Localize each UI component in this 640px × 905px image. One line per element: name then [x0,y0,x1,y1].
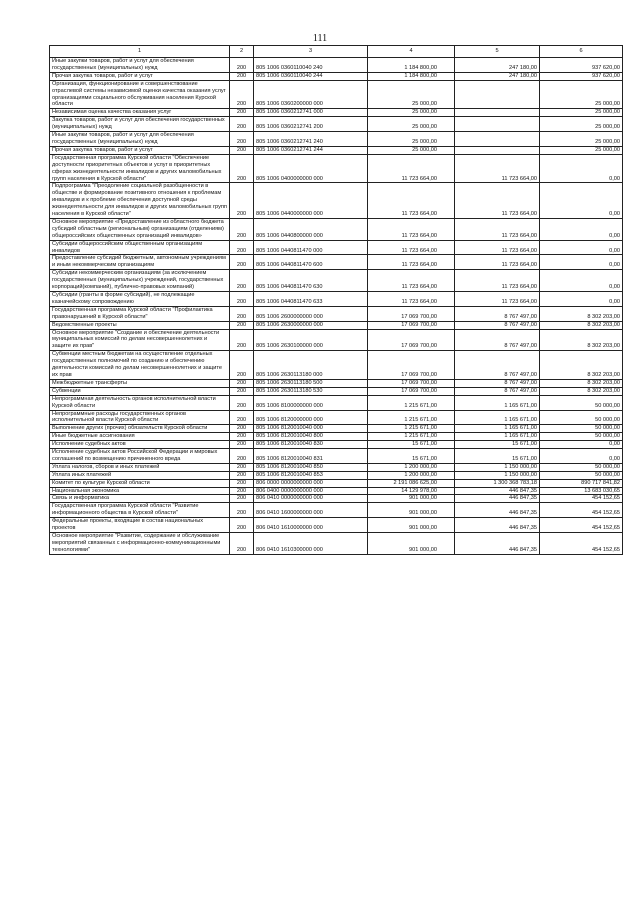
line-code-cell: 200 [230,218,254,240]
table-row [50,379,623,387]
executed-amount-cell: 446 847,35 [455,495,540,503]
budget-code-cell: 806 0410 1610300000 000 [254,533,368,555]
line-code-cell: 200 [230,425,254,433]
approved-amount-cell: 901 000,00 [368,503,455,518]
line-code-cell: 200 [230,449,254,464]
line-code-cell: 200 [230,329,254,351]
approved-amount-cell: 11 723 664,00 [368,270,455,292]
unexecuted-amount-cell: 0,00 [540,218,623,240]
row-name-cell: Субсидии общероссийским общественным организациям инвалидов [50,240,230,255]
column-header-approved: 4 [368,46,455,58]
budget-code-cell: 806 0400 0000000000 000 [254,487,368,495]
row-name-cell: Субвенции [50,387,230,395]
executed-amount-cell: 446 847,35 [455,518,540,533]
table-row [50,72,623,80]
table-row [50,471,623,479]
unexecuted-amount-cell: 50 000,00 [540,433,623,441]
budget-code-cell: 806 0000 0000000000 000 [254,479,368,487]
unexecuted-amount-cell: 0,00 [540,292,623,307]
approved-amount-cell: 17 069 700,00 [368,387,455,395]
page-number: 111 [312,33,328,44]
row-name-cell: Национальная экономика [50,487,230,495]
approved-amount-cell: 901 000,00 [368,518,455,533]
unexecuted-amount-cell: 454 152,65 [540,503,623,518]
executed-amount-cell: 1 165 671,00 [455,425,540,433]
row-name-cell: Иные закупки товаров, работ и услуг для обеспечения государственных (муниципальных) нужд [50,58,230,73]
approved-amount-cell: 25 000,00 [368,146,455,154]
line-code-cell: 200 [230,410,254,425]
row-name-cell: Государственная программа Курской области "Профилактика правонарушений в Курской области" [50,306,230,321]
budget-code-cell: 805 1006 0360110040 240 [254,58,368,73]
approved-amount-cell: 25 000,00 [368,80,455,109]
budget-code-cell: 805 1006 0360110040 244 [254,72,368,80]
line-code-cell: 200 [230,463,254,471]
approved-amount-cell: 11 723 664,00 [368,183,455,219]
table-row [50,117,623,132]
table-row [50,321,623,329]
approved-amount-cell: 1 184 800,00 [368,58,455,73]
table-row [50,449,623,464]
line-code-cell: 200 [230,270,254,292]
table-row [50,218,623,240]
table-row [50,495,623,503]
row-name-cell: Основное мероприятие "Создание и обеспечение деятельности муниципальных комиссий по делам несовершеннолетних и защите их прав" [50,329,230,351]
table-row [50,487,623,495]
executed-amount-cell: 1 150 000,00 [455,463,540,471]
executed-amount-cell: 1 165 671,00 [455,433,540,441]
line-code-cell: 200 [230,132,254,147]
executed-amount-cell: 8 767 497,00 [455,329,540,351]
budget-code-cell: 805 1006 0360200000 000 [254,80,368,109]
approved-amount-cell: 25 000,00 [368,117,455,132]
unexecuted-amount-cell: 0,00 [540,270,623,292]
approved-amount-cell: 1 184 800,00 [368,72,455,80]
table-row [50,518,623,533]
unexecuted-amount-cell: 8 302 203,00 [540,387,623,395]
budget-code-cell: 805 1006 0360212741 200 [254,117,368,132]
approved-amount-cell: 1 215 671,00 [368,395,455,410]
budget-code-cell: 805 1006 0360212741 240 [254,132,368,147]
budget-code-cell: 805 1006 0440811470 630 [254,270,368,292]
unexecuted-amount-cell: 25 000,00 [540,80,623,109]
row-name-cell: Субсидии некоммерческим организациям (за исключением государственных (муниципальных) учреждений, государственных корпораций(компаний), публично-правовых компаний) [50,270,230,292]
row-name-cell: Непрограммные расходы государственных органов исполнительной власти Курской области [50,410,230,425]
row-name-cell: Ведомственные проекты [50,321,230,329]
line-code-cell: 200 [230,183,254,219]
line-code-cell: 200 [230,487,254,495]
executed-amount-cell: 11 723 664,00 [455,183,540,219]
table-row [50,351,623,380]
table-row [50,387,623,395]
executed-amount-cell [455,117,540,132]
approved-amount-cell: 17 069 700,00 [368,321,455,329]
unexecuted-amount-cell: 8 302 203,00 [540,379,623,387]
unexecuted-amount-cell: 50 000,00 [540,425,623,433]
row-name-cell: Государственная программа Курской области "Развитие информационного общества в Курской области" [50,503,230,518]
executed-amount-cell: 11 723 664,00 [455,154,540,183]
row-name-cell: Связь и информатика [50,495,230,503]
approved-amount-cell: 11 723 664,00 [368,154,455,183]
executed-amount-cell: 8 767 497,00 [455,321,540,329]
approved-amount-cell: 11 723 664,00 [368,218,455,240]
approved-amount-cell: 17 069 700,00 [368,351,455,380]
table-row [50,292,623,307]
unexecuted-amount-cell: 8 302 203,00 [540,321,623,329]
table-row [50,410,623,425]
executed-amount-cell: 8 767 497,00 [455,387,540,395]
unexecuted-amount-cell: 8 302 203,00 [540,329,623,351]
table-row [50,270,623,292]
column-header-budget-code: 3 [254,46,368,58]
executed-amount-cell [455,146,540,154]
approved-amount-cell: 15 671,00 [368,441,455,449]
executed-amount-cell: 8 767 497,00 [455,306,540,321]
unexecuted-amount-cell: 0,00 [540,441,623,449]
line-code-cell: 200 [230,441,254,449]
budget-code-cell: 805 1006 8120010040 831 [254,449,368,464]
line-code-cell: 200 [230,154,254,183]
unexecuted-amount-cell: 13 683 030,65 [540,487,623,495]
row-name-cell: Непрограммная деятельность органов исполнительной власти Курской области [50,395,230,410]
executed-amount-cell: 15 671,00 [455,441,540,449]
budget-code-cell: 805 1006 0440800000 000 [254,218,368,240]
budget-code-cell: 805 1006 2600000000 000 [254,306,368,321]
row-name-cell: Уплата налогов, сборов и иных платежей [50,463,230,471]
executed-amount-cell: 11 723 664,00 [455,218,540,240]
approved-amount-cell: 11 723 664,00 [368,255,455,270]
executed-amount-cell: 11 723 664,00 [455,240,540,255]
approved-amount-cell: 1 215 671,00 [368,433,455,441]
budget-code-cell: 805 1006 8120000000 000 [254,410,368,425]
unexecuted-amount-cell: 25 000,00 [540,117,623,132]
budget-code-cell: 805 1006 2630113180 530 [254,387,368,395]
budget-code-cell: 805 1006 2630000000 000 [254,321,368,329]
approved-amount-cell: 901 000,00 [368,495,455,503]
unexecuted-amount-cell: 25 000,00 [540,132,623,147]
approved-amount-cell: 17 069 700,00 [368,329,455,351]
executed-amount-cell: 11 723 664,00 [455,270,540,292]
line-code-cell: 200 [230,433,254,441]
unexecuted-amount-cell: 0,00 [540,154,623,183]
table-row [50,479,623,487]
line-code-cell: 200 [230,503,254,518]
budget-code-cell: 805 1006 8120010040 800 [254,433,368,441]
budget-code-cell: 805 1006 8120010040 850 [254,463,368,471]
row-name-cell: Исполнение судебных актов Российской Федерации и мировых соглашений по возмещению причиненного вреда [50,449,230,464]
approved-amount-cell: 25 000,00 [368,132,455,147]
approved-amount-cell: 15 671,00 [368,449,455,464]
table-row [50,132,623,147]
row-name-cell: Уплата иных платежей [50,471,230,479]
line-code-cell: 200 [230,321,254,329]
row-name-cell: Основное мероприятие "Развитие, содержание и обслуживание мероприятий связанных с информационно-коммуникационными технологиями" [50,533,230,555]
executed-amount-cell: 11 723 664,00 [455,292,540,307]
table-row [50,433,623,441]
row-name-cell: Комитет по культуре Курской области [50,479,230,487]
executed-amount-cell: 247 180,00 [455,72,540,80]
budget-code-cell: 805 1006 0440811470 600 [254,255,368,270]
column-header-unexecuted: 6 [540,46,623,58]
approved-amount-cell: 11 723 664,00 [368,292,455,307]
executed-amount-cell [455,132,540,147]
budget-code-cell: 805 1006 2630113180 500 [254,379,368,387]
row-name-cell: Независимая оценка качества оказания услуг [50,109,230,117]
table-row [50,109,623,117]
executed-amount-cell: 247 180,00 [455,58,540,73]
executed-amount-cell: 1 165 671,00 [455,410,540,425]
budget-code-cell: 805 1006 0360212741 000 [254,109,368,117]
line-code-cell: 200 [230,518,254,533]
executed-amount-cell [455,80,540,109]
budget-code-cell: 806 0410 1600000000 000 [254,503,368,518]
budget-code-cell: 805 1006 0400000000 000 [254,154,368,183]
row-name-cell: Предоставление субсидий бюджетным, автономным учреждениям и иным некоммерческим организациям [50,255,230,270]
row-name-cell: Подпрограмма "Преодоление социальной разобщенности в обществе и формирование позитивного отношения к проблемам инвалидов и к проблеме обеспечения доступной среды жизнедеятельности для инвалидов и других маломобильных групп населения в Курской области" [50,183,230,219]
row-name-cell: Субсидии (гранты в форме субсидий), не подлежащие казначейскому сопровождению [50,292,230,307]
table-row [50,255,623,270]
unexecuted-amount-cell: 8 302 203,00 [540,351,623,380]
column-header-line-code: 2 [230,46,254,58]
executed-amount-cell: 1 165 671,00 [455,395,540,410]
row-name-cell: Субвенции местным бюджетам на осуществление отдельных государственных полномочий по созданию и обеспечению деятельности комиссий по делам несовершеннолетних и защите их прав [50,351,230,380]
line-code-cell: 200 [230,395,254,410]
unexecuted-amount-cell: 0,00 [540,240,623,255]
line-code-cell: 200 [230,72,254,80]
row-name-cell: Иные бюджетные ассигнования [50,433,230,441]
unexecuted-amount-cell: 50 000,00 [540,395,623,410]
executed-amount-cell: 8 767 497,00 [455,379,540,387]
budget-code-cell: 805 1006 0440000000 000 [254,183,368,219]
row-name-cell: Закупка товаров, работ и услуг для обеспечения государственных (муниципальных) нужд [50,117,230,132]
unexecuted-amount-cell: 50 000,00 [540,471,623,479]
line-code-cell: 200 [230,471,254,479]
row-name-cell: Выполнение других (прочих) обязательств Курской области [50,425,230,433]
line-code-cell: 200 [230,117,254,132]
unexecuted-amount-cell: 937 620,00 [540,58,623,73]
table-row [50,463,623,471]
row-name-cell: Иные закупки товаров, работ и услуг для обеспечения государственных (муниципальных) нужд [50,132,230,147]
line-code-cell: 200 [230,146,254,154]
approved-amount-cell: 17 069 700,00 [368,379,455,387]
table-row [50,58,623,73]
budget-execution-table [49,45,623,555]
approved-amount-cell: 901 000,00 [368,533,455,555]
column-header-name: 1 [50,46,230,58]
approved-amount-cell: 17 069 700,00 [368,306,455,321]
line-code-cell: 200 [230,306,254,321]
budget-code-cell: 805 1006 8120010040 000 [254,425,368,433]
table-row [50,425,623,433]
unexecuted-amount-cell: 0,00 [540,255,623,270]
table-row [50,533,623,555]
unexecuted-amount-cell: 454 152,65 [540,518,623,533]
unexecuted-amount-cell: 25 000,00 [540,146,623,154]
executed-amount-cell: 446 847,35 [455,533,540,555]
row-name-cell: Основное мероприятие «Предоставление из областного бюджета субсидий областным (региональным) организациям (отделениям) общероссийских общественных организаций инвалидов» [50,218,230,240]
line-code-cell: 200 [230,255,254,270]
unexecuted-amount-cell: 25 000,00 [540,109,623,117]
table-row [50,240,623,255]
table-row [50,441,623,449]
row-name-cell: Прочая закупка товаров, работ и услуг [50,72,230,80]
approved-amount-cell: 1 215 671,00 [368,410,455,425]
line-code-cell: 200 [230,109,254,117]
row-name-cell: Исполнение судебных актов [50,441,230,449]
executed-amount-cell [455,109,540,117]
line-code-cell: 200 [230,58,254,73]
approved-amount-cell: 25 000,00 [368,109,455,117]
unexecuted-amount-cell: 0,00 [540,183,623,219]
unexecuted-amount-cell: 8 302 203,00 [540,306,623,321]
budget-code-cell: 805 1006 0360212741 244 [254,146,368,154]
table-row [50,183,623,219]
approved-amount-cell: 11 723 664,00 [368,240,455,255]
approved-amount-cell: 1 200 000,00 [368,471,455,479]
row-name-cell: Прочая закупка товаров, работ и услуг [50,146,230,154]
executed-amount-cell: 446 847,35 [455,487,540,495]
table-row [50,154,623,183]
row-name-cell: Федеральные проекты, входящие в состав национальных проектов [50,518,230,533]
unexecuted-amount-cell: 937 620,00 [540,72,623,80]
table-row [50,146,623,154]
unexecuted-amount-cell: 454 152,65 [540,533,623,555]
budget-code-cell: 805 1006 0440811470 633 [254,292,368,307]
approved-amount-cell: 14 129 978,00 [368,487,455,495]
table-row [50,329,623,351]
budget-code-cell: 806 0410 1610000000 000 [254,518,368,533]
approved-amount-cell: 1 215 671,00 [368,425,455,433]
line-code-cell: 200 [230,479,254,487]
row-name-cell: Государственная программа Курской области "Обеспечение доступности приоритетных объектов и услуг в приоритетных сферах жизнедеятельности инвалидов и других маломобильных групп населения в Курской области" [50,154,230,183]
budget-code-cell: 805 1006 8100000000 000 [254,395,368,410]
line-code-cell: 200 [230,495,254,503]
unexecuted-amount-cell: 0,00 [540,449,623,464]
executed-amount-cell: 1 150 000,00 [455,471,540,479]
budget-code-cell: 805 1006 2630100000 000 [254,329,368,351]
table-row [50,503,623,518]
table-row [50,306,623,321]
line-code-cell: 200 [230,351,254,380]
unexecuted-amount-cell: 50 000,00 [540,410,623,425]
executed-amount-cell: 1 300 368 783,18 [455,479,540,487]
approved-amount-cell: 1 200 000,00 [368,463,455,471]
executed-amount-cell: 15 671,00 [455,449,540,464]
line-code-cell: 200 [230,533,254,555]
column-header-executed: 5 [455,46,540,58]
unexecuted-amount-cell: 890 717 841,82 [540,479,623,487]
table-header-row [50,46,623,58]
unexecuted-amount-cell: 50 000,00 [540,463,623,471]
row-name-cell: Организация, функционирование и совершенствование отраслевой системы независимой оценки качества оказания услуг организациями социального обслуживания населения Курской области [50,80,230,109]
line-code-cell: 200 [230,240,254,255]
approved-amount-cell: 2 191 086 625,00 [368,479,455,487]
unexecuted-amount-cell: 454 152,65 [540,495,623,503]
budget-code-cell: 805 1006 8120010040 853 [254,471,368,479]
executed-amount-cell: 8 767 497,00 [455,351,540,380]
line-code-cell: 200 [230,387,254,395]
table-body [50,58,623,555]
line-code-cell: 200 [230,292,254,307]
table-row [50,80,623,109]
executed-amount-cell: 11 723 664,00 [455,255,540,270]
budget-code-cell: 805 1006 0440811470 000 [254,240,368,255]
line-code-cell: 200 [230,379,254,387]
table-row [50,395,623,410]
row-name-cell: Межбюджетные трансферты [50,379,230,387]
budget-code-cell: 806 0410 0000000000 000 [254,495,368,503]
budget-code-cell: 805 1006 2630113180 000 [254,351,368,380]
budget-code-cell: 805 1006 8120010040 830 [254,441,368,449]
executed-amount-cell: 446 847,35 [455,503,540,518]
line-code-cell: 200 [230,80,254,109]
